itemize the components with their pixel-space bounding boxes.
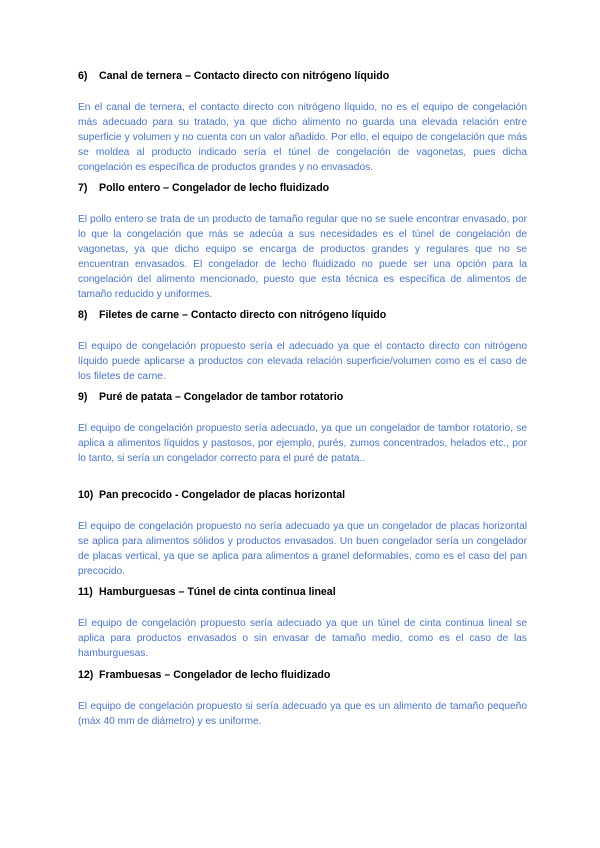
section-paragraph: El pollo entero se trata de un producto de tamaño regular que no se suele encontrar envasado, por lo que la congelación que más se adecúa a sus necesidades es el túnel de congelación de vagonetas, ya que dicho equipo se encarga de productos grandes y regulares que no se encuentran envasados. El congelador de lecho fluidizado no puede ser una opción para la congelación del alimento mencionado, puesto que esta técnica es específica de alimentos de tamaño reducido y uniformes. <box>78 214 527 300</box>
section-10 <box>78 489 527 579</box>
section-heading <box>78 489 527 502</box>
section-8 <box>78 309 527 384</box>
section-paragraph: El equipo de congelación propuesto sería el adecuado ya que el contacto directo con nitrógeno líquido puede aplicarse a productos con elevada relación superficie/volumen como es el caso de los filetes de carne. <box>78 341 527 382</box>
section-number: 10) <box>78 489 94 501</box>
section-number: 8) <box>78 309 88 321</box>
section-heading <box>78 586 527 599</box>
section-number: 6) <box>78 70 88 82</box>
section-heading <box>78 70 527 83</box>
section-heading <box>78 669 527 682</box>
section-9 <box>78 391 527 466</box>
section-paragraph: El equipo de congelación propuesto sería adecuado ya que un túnel de cinta continua lineal se aplica para productos envasados o sin envasar de tamaño medio, como es el caso de las hamburguesas. <box>78 618 527 659</box>
section-title: Filetes de carne – Contacto directo con nitrógeno líquido <box>99 309 387 321</box>
section-paragraph: El equipo de congelación propuesto si sería adecuado ya que es un alimento de tamaño pequeño (máx 40 mm de diámetro) y es uniforme. <box>78 701 527 727</box>
section-title: Hamburguesas – Túnel de cinta continua lineal <box>99 586 336 598</box>
section-title: Pollo entero – Congelador de lecho fluidizado <box>99 182 330 194</box>
section-title: Canal de ternera – Contacto directo con nitrógeno líquido <box>99 70 390 82</box>
section-12 <box>78 669 527 729</box>
section-paragraph: El equipo de congelación propuesto no sería adecuado ya que un congelador de placas horizontal se aplica para alimentos sólidos y productos envasados. Un buen congelador sería un congelador de placas vertical, ya que se aplica para alimentos a granel deformables, como es el caso del pan precocido. <box>78 521 527 577</box>
section-heading <box>78 309 527 322</box>
section-number: 9) <box>78 391 88 403</box>
section-title: Frambuesas – Congelador de lecho fluidizado <box>99 669 331 681</box>
section-number: 11) <box>78 586 93 598</box>
section-number: 7) <box>78 182 88 194</box>
section-11 <box>78 586 527 661</box>
section-paragraph: El equipo de congelación propuesto sería adecuado, ya que un congelador de tambor rotatorio, se aplica a alimentos líquidos y pastosos, por ejemplo, purés, zumos concentrados, helados etc., por lo tanto, si sería un congelador correcto para el puré de patata.. <box>78 423 527 464</box>
section-heading <box>78 182 527 195</box>
section-number: 12) <box>78 669 94 681</box>
section-paragraph: En el canal de ternera, el contacto directo con nitrógeno líquido, no es el equipo de congelación más adecuado para su tratado, ya que dicho alimento no guarda una elevada relación entre superficie y volumen y no cuenta con un valor añadido. Por ello, el equipo de congelación que más se moldea al producto indicado sería el túnel de congelación de vagonetas, pues dicha congelación es específica de productos grandes y no envasados. <box>78 102 527 173</box>
section-7 <box>78 182 527 302</box>
section-title: Puré de patata – Congelador de tambor rotatorio <box>99 391 344 403</box>
section-heading <box>78 391 527 404</box>
section-title: Pan precocido - Congelador de placas horizontal <box>99 489 346 501</box>
section-6 <box>78 70 527 175</box>
